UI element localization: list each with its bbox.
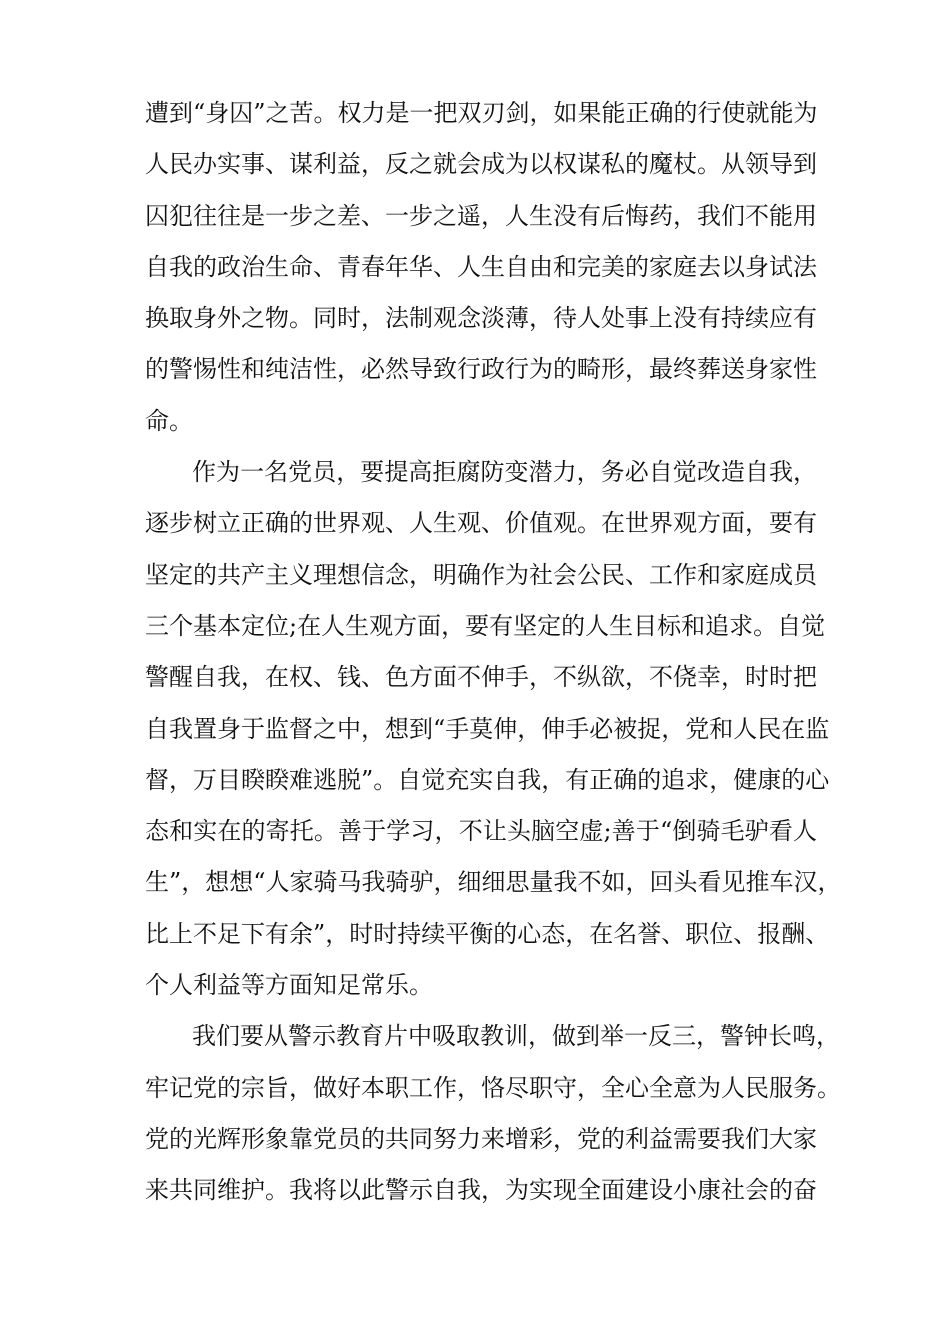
text-line: 警醒自我，在权、钱、色方面不伸手，不纵欲，不侥幸，时时把: [145, 663, 817, 692]
paragraph-2: [145, 447, 842, 1011]
text-line: 命。: [145, 406, 193, 435]
text-line: 个人利益等方面知足常乐。: [145, 971, 433, 1000]
text-line: 囚犯往往是一步之差、一步之遥，人生没有后悔药，我们不能用: [145, 201, 817, 230]
text-line: 党的光辉形象靠党员的共同努力来增彩，党的利益需要我们大家: [145, 1124, 817, 1153]
text-line: 作为一名党员，要提高拒腐防变潜力，务必自觉改造自我，: [192, 458, 817, 487]
text-line: 比上不足下有余”，时时持续平衡的心态，在名誉、职位、报酬、: [145, 919, 830, 948]
text-line: 牢记党的宗旨，做好本职工作，恪尽职守，全心全意为人民服务。: [145, 1073, 841, 1102]
text-line: 换取身外之物。同时，法制观念淡薄，待人处事上没有持续应有: [145, 304, 817, 333]
text-line: 逐步树立正确的世界观、人生观、价值观。在世界观方面，要有: [145, 509, 817, 538]
text-line: 人民办实事、谋利益，反之就会成为以权谋私的魔杖。从领导到: [145, 150, 817, 179]
text-line: 自我的政治生命、青春年华、人生自由和完美的家庭去以身试法: [145, 252, 817, 281]
paragraph-3: [145, 1011, 841, 1216]
text-line: 来共同维护。我将以此警示自我，为实现全面建设小康社会的奋: [145, 1176, 817, 1205]
text-line: 遭到“身囚”之苦。权力是一把双刃剑，如果能正确的行使就能为: [145, 99, 818, 127]
paragraph-1: [145, 88, 817, 447]
text-line: 态和实在的寄托。善于学习，不让头脑空虚;善于“倒骑毛驴看人: [145, 817, 817, 846]
text-line: 自我置身于监督之中，想到“手莫伸，伸手必被捉，党和人民在监: [145, 714, 830, 743]
text-line: 督，万目睽睽难逃脱”。自觉充实自我，有正确的追求，健康的心: [145, 765, 830, 794]
text-line: 的警惕性和纯洁性，必然导致行政行为的畸形，最终葬送身家性: [145, 355, 817, 384]
text-line: 我们要从警示教育片中吸取教训，做到举一反三，警钟长鸣，: [192, 1022, 840, 1051]
document-body: [145, 88, 842, 1217]
text-line: 坚定的共产主义理想信念，明确作为社会公民、工作和家庭成员: [145, 560, 817, 589]
text-line: 三个基本定位;在人生观方面，要有坚定的人生目标和追求。自觉: [145, 611, 826, 640]
text-line: 生”，想想“人家骑马我骑驴，细细思量我不如，回头看见推车汉，: [145, 868, 842, 897]
